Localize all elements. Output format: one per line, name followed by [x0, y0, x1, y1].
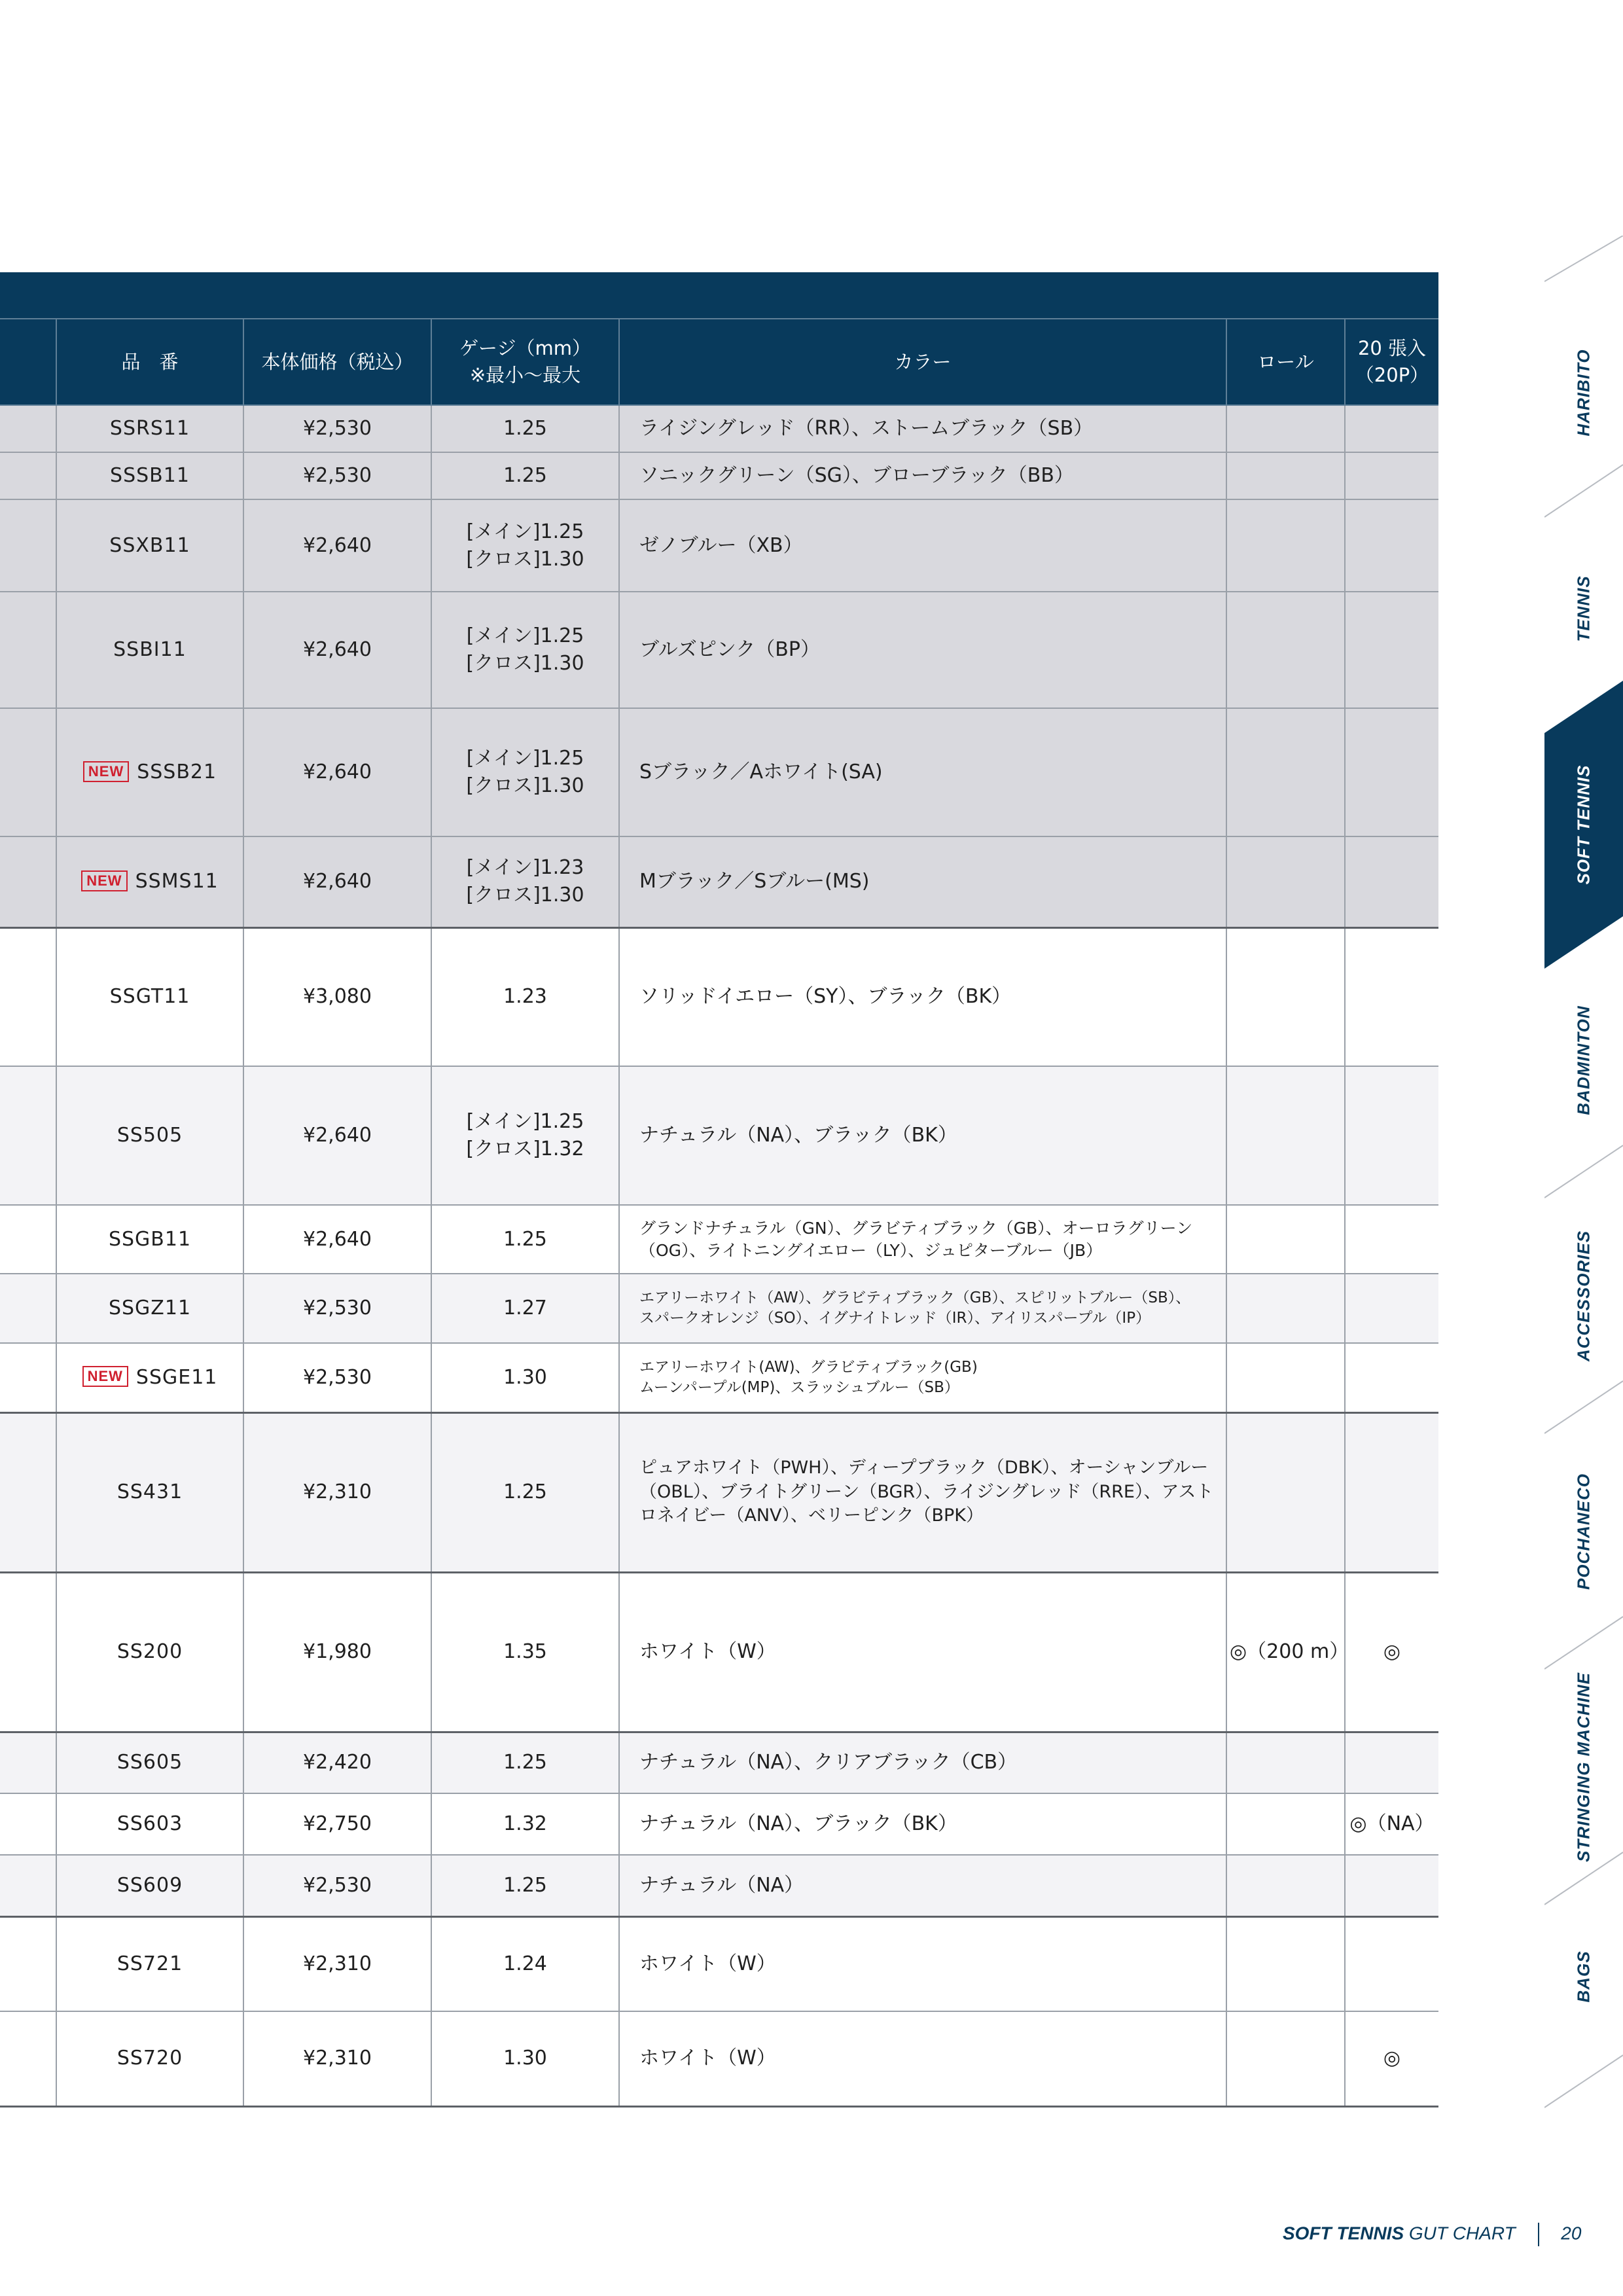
new-badge: NEW — [82, 1366, 128, 1387]
header-roll: ロール — [1226, 319, 1345, 405]
gauge-line1: [メイン]1.25 — [466, 520, 584, 543]
color-line1: ピュアホワイト（PWH）、ディープブラック（DBK）、オーシャンブルー — [639, 1458, 1209, 1479]
table-row — [0, 1793, 1438, 1855]
gauge — [431, 1916, 619, 2011]
color-line1: ホワイト（W） — [639, 1640, 776, 1663]
product-code: SS609 — [56, 1855, 243, 1916]
gauge-line1: 1.30 — [503, 2047, 547, 2070]
tab-haribito-label: HARIBITO — [1573, 349, 1594, 437]
product-code: SSBI11 — [56, 592, 243, 708]
price: ¥2,420 — [243, 1732, 431, 1793]
colors — [619, 708, 1226, 836]
colors — [619, 1916, 1226, 2011]
color-line1: エアリーホワイト(AW)、グラビティブラック(GB) — [639, 1358, 978, 1376]
new-badge: NEW — [81, 870, 127, 891]
price: ¥2,640 — [243, 1205, 431, 1274]
colors — [619, 452, 1226, 499]
header-color: カラー — [619, 319, 1226, 405]
color-line1: ナチュラル（NA）、クリアブラック（CB） — [639, 1751, 1018, 1774]
pack — [1345, 1855, 1438, 1916]
pack — [1345, 1274, 1438, 1343]
color-line1: ライジングレッド（RR）、ストームブラック（SB） — [639, 417, 1094, 440]
roll — [1226, 1732, 1345, 1793]
table-row — [0, 1274, 1438, 1343]
tab-tennis[interactable] — [1544, 491, 1623, 726]
gauge — [431, 1793, 619, 1855]
pack — [1345, 1916, 1438, 2011]
series-cell — [0, 1855, 56, 1916]
gauge-line1: 1.24 — [503, 1952, 547, 1975]
pack — [1345, 405, 1438, 452]
page-number: 20 — [1561, 2223, 1582, 2244]
roll — [1226, 1793, 1345, 1855]
price: ¥2,310 — [243, 1916, 431, 2011]
color-line1: グランドナチュラル（GN）、グラビティブラック（GB）、オーロラグリーン — [639, 1218, 1193, 1238]
table-row — [0, 405, 1438, 452]
pack — [1345, 1205, 1438, 1274]
tab-stringing-machine-label: STRINGING MACHINE — [1573, 1672, 1594, 1862]
colors — [619, 405, 1226, 452]
product-code — [56, 1343, 243, 1412]
tab-stringing-machine[interactable] — [1544, 1649, 1623, 1885]
roll — [1226, 1066, 1345, 1205]
colors — [619, 1412, 1226, 1572]
pack: ◎ — [1345, 1572, 1438, 1732]
pack — [1345, 1066, 1438, 1205]
price: ¥2,530 — [243, 1343, 431, 1412]
roll — [1226, 1274, 1345, 1343]
tab-soft-tennis[interactable] — [1544, 707, 1623, 942]
table-row — [0, 836, 1438, 927]
gauge — [431, 1205, 619, 1274]
footer-divider — [1538, 2223, 1539, 2246]
product-code: SSXB11 — [56, 499, 243, 592]
color-line1: ナチュラル（NA）、ブラック（BK） — [639, 1124, 957, 1147]
colors — [619, 1343, 1226, 1412]
color-line2: スパークオレンジ（SO）、イグナイトレッド（IR）、アイリスパープル（IP） — [639, 1310, 1151, 1327]
colors — [619, 1205, 1226, 1274]
header-gauge — [431, 319, 619, 405]
gauge-line1: 1.25 — [503, 1873, 547, 1897]
color-line1: ホワイト（W） — [639, 1952, 776, 1975]
price: ¥2,530 — [243, 452, 431, 499]
pack — [1345, 1412, 1438, 1572]
gauge — [431, 1572, 619, 1732]
product-code: SS431 — [56, 1412, 243, 1572]
header-code: 品 番 — [56, 319, 243, 405]
header-gauge-line2: ※最小〜最大 — [469, 364, 581, 386]
gauge — [431, 1274, 619, 1343]
pack — [1345, 1343, 1438, 1412]
category-tabs — [1544, 236, 1623, 2121]
roll: ◎（200 m） — [1226, 1572, 1345, 1732]
footer-section: SOFT TENNIS — [1283, 2223, 1404, 2244]
table-row — [0, 1343, 1438, 1412]
product-code: SSRS11 — [56, 405, 243, 452]
tab-pochaneco[interactable] — [1544, 1414, 1623, 1649]
gauge-line1: 1.25 — [503, 464, 547, 487]
header-gauge-line1: ゲージ（mm） — [459, 337, 591, 360]
gauge-line1: [メイン]1.25 — [466, 624, 584, 647]
series-cell — [0, 1274, 56, 1343]
roll — [1226, 1916, 1345, 2011]
gauge-line2: [クロス]1.32 — [466, 1138, 584, 1160]
table-header-row — [0, 319, 1438, 405]
gauge-line2: [クロス]1.30 — [466, 774, 584, 797]
header-price: 本体価格（税込） — [243, 319, 431, 405]
color-line1: ソリッドイエロー（SY）、ブラック（BK） — [639, 985, 1012, 1009]
product-code: SS505 — [56, 1066, 243, 1205]
product-code: SS721 — [56, 1916, 243, 2011]
gauge — [431, 1855, 619, 1916]
price: ¥2,310 — [243, 1412, 431, 1572]
price: ¥2,640 — [243, 708, 431, 836]
pack: ◎ — [1345, 2011, 1438, 2106]
product-code: SSSB11 — [56, 452, 243, 499]
color-line2: （OG）、ライトニングイエロー（LY）、ジュピターブルー（JB） — [639, 1240, 1103, 1260]
product-code: SS605 — [56, 1732, 243, 1793]
product-code: SSGB11 — [56, 1205, 243, 1274]
pack — [1345, 452, 1438, 499]
product-code — [56, 836, 243, 927]
roll — [1226, 1855, 1345, 1916]
product-code: SS720 — [56, 2011, 243, 2106]
price: ¥2,640 — [243, 836, 431, 927]
series-cell — [0, 1205, 56, 1274]
gauge-line2: [クロス]1.30 — [466, 884, 584, 907]
color-line1: ブルズピンク（BP） — [639, 638, 820, 661]
roll — [1226, 836, 1345, 927]
color-line1: Mブラック／Sブルー(MS) — [639, 870, 870, 893]
table-row — [0, 1572, 1438, 1732]
gauge — [431, 452, 619, 499]
tab-accessories-label: ACCESSORIES — [1573, 1230, 1594, 1362]
series-cell — [0, 708, 56, 836]
table-row — [0, 1412, 1438, 1572]
gauge-line1: [メイン]1.25 — [466, 747, 584, 770]
header-pack-line2: （20P） — [1355, 364, 1429, 386]
header-pack — [1345, 319, 1438, 405]
table-row — [0, 1205, 1438, 1274]
series-cell — [0, 405, 56, 452]
table-row — [0, 2011, 1438, 2106]
gauge-line1: 1.32 — [503, 1812, 547, 1835]
page-footer — [1283, 2223, 1581, 2249]
table-row — [0, 1066, 1438, 1205]
gauge-line1: 1.23 — [503, 985, 547, 1009]
pack — [1345, 1732, 1438, 1793]
table-row — [0, 499, 1438, 592]
roll — [1226, 499, 1345, 592]
tab-bags-label: BAGS — [1573, 1950, 1594, 2003]
header-pack-line1: 20 張入 — [1357, 337, 1427, 360]
table-row — [0, 1916, 1438, 2011]
color-line1: ソニックグリーン（SG）、ブローブラック（BB） — [639, 464, 1074, 487]
gauge-line2: [クロス]1.30 — [466, 652, 584, 675]
gauge-line1: 1.25 — [503, 1480, 547, 1503]
color-line2: （OBL）、ブライトグリーン（BGR）、ライジングレッド（RRE）、アスト — [639, 1481, 1214, 1502]
series-cell — [0, 927, 56, 1066]
gauge — [431, 2011, 619, 2106]
tab-pochaneco-label: POCHANECO — [1573, 1473, 1594, 1590]
series-cell — [0, 2011, 56, 2106]
tab-soft-tennis-label: SOFT TENNIS — [1573, 764, 1594, 885]
pack — [1345, 836, 1438, 927]
colors — [619, 836, 1226, 927]
colors — [619, 1274, 1226, 1343]
price: ¥2,530 — [243, 1274, 431, 1343]
series-cell — [0, 1066, 56, 1205]
gauge — [431, 1412, 619, 1572]
series-cell — [0, 1793, 56, 1855]
gauge — [431, 927, 619, 1066]
gut-chart-table — [0, 318, 1438, 2108]
series-cell — [0, 1572, 56, 1732]
roll — [1226, 1205, 1345, 1274]
table-row — [0, 1732, 1438, 1793]
price: ¥1,980 — [243, 1572, 431, 1732]
color-line1: ゼノブルー（XB） — [639, 533, 803, 557]
table-row — [0, 708, 1438, 836]
tab-badminton[interactable] — [1544, 942, 1623, 1178]
gauge-line1: 1.35 — [503, 1640, 547, 1663]
product-code — [56, 708, 243, 836]
product-code: SS603 — [56, 1793, 243, 1855]
price: ¥2,640 — [243, 592, 431, 708]
color-line1: ホワイト（W） — [639, 2047, 776, 2070]
pack — [1345, 927, 1438, 1066]
colors — [619, 927, 1226, 1066]
roll — [1226, 708, 1345, 836]
table-row — [0, 1855, 1438, 1916]
roll — [1226, 452, 1345, 499]
colors — [619, 2011, 1226, 2106]
pack — [1345, 708, 1438, 836]
series-cell — [0, 836, 56, 927]
gauge-line1: 1.25 — [503, 1227, 547, 1251]
table-row — [0, 452, 1438, 499]
pack: ◎（NA） — [1345, 1793, 1438, 1855]
gauge-line2: [クロス]1.30 — [466, 547, 584, 571]
colors — [619, 592, 1226, 708]
roll — [1226, 1343, 1345, 1412]
product-code-text: SSMS11 — [135, 870, 219, 893]
product-code-text: SSSB21 — [137, 761, 217, 783]
product-code-text: SSGE11 — [135, 1365, 218, 1389]
color-line2: ムーンパープル(MP)、スラッシュブルー（SB） — [639, 1378, 959, 1396]
series-cell — [0, 1732, 56, 1793]
tab-badminton-label: BADMINTON — [1573, 1005, 1594, 1115]
color-line1: ナチュラル（NA） — [639, 1873, 804, 1897]
price: ¥2,640 — [243, 1066, 431, 1205]
tab-bags[interactable] — [1544, 1859, 1623, 2094]
pack — [1345, 592, 1438, 708]
pack — [1345, 499, 1438, 592]
gauge-line1: 1.27 — [503, 1297, 547, 1319]
footer-chart: GUT CHART — [1408, 2223, 1516, 2244]
colors — [619, 499, 1226, 592]
gauge-line1: 1.25 — [503, 1751, 547, 1774]
color-line1: エアリーホワイト（AW）、グラビティブラック（GB）、スピリットブルー（SB）、 — [639, 1289, 1191, 1306]
price: ¥2,640 — [243, 499, 431, 592]
colors — [619, 1793, 1226, 1855]
colors — [619, 1066, 1226, 1205]
gauge — [431, 1343, 619, 1412]
gauge — [431, 405, 619, 452]
product-code: SSGT11 — [56, 927, 243, 1066]
product-code: SSGZ11 — [56, 1274, 243, 1343]
roll — [1226, 1412, 1345, 1572]
color-line1: ナチュラル（NA）、ブラック（BK） — [639, 1812, 957, 1835]
price: ¥2,310 — [243, 2011, 431, 2106]
roll — [1226, 405, 1345, 452]
gauge — [431, 1066, 619, 1205]
colors — [619, 1855, 1226, 1916]
tab-haribito[interactable] — [1544, 275, 1623, 511]
series-cell — [0, 1916, 56, 2011]
new-badge: NEW — [83, 761, 129, 782]
price: ¥2,750 — [243, 1793, 431, 1855]
gauge — [431, 708, 619, 836]
table-row — [0, 592, 1438, 708]
product-code: SS200 — [56, 1572, 243, 1732]
roll — [1226, 927, 1345, 1066]
color-line3: ロネイビー（ANV）、ベリーピンク（BPK） — [639, 1505, 984, 1526]
gauge — [431, 592, 619, 708]
gauge-line1: 1.30 — [503, 1365, 547, 1389]
series-cell — [0, 452, 56, 499]
series-cell — [0, 1343, 56, 1412]
tab-tennis-label: TENNIS — [1573, 575, 1594, 642]
color-line1: Sブラック／Aホワイト(SA) — [639, 761, 883, 783]
header-series-cell — [0, 319, 56, 405]
price: ¥3,080 — [243, 927, 431, 1066]
gauge-line1: 1.25 — [503, 417, 547, 440]
roll — [1226, 2011, 1345, 2106]
gauge — [431, 499, 619, 592]
series-cell — [0, 1412, 56, 1572]
gauge — [431, 836, 619, 927]
header-band — [0, 272, 1438, 318]
colors — [619, 1732, 1226, 1793]
series-cell — [0, 499, 56, 592]
gauge-line1: [メイン]1.25 — [466, 1110, 584, 1133]
table-row — [0, 927, 1438, 1066]
gauge-line1: [メイン]1.23 — [466, 856, 584, 880]
roll — [1226, 592, 1345, 708]
price: ¥2,530 — [243, 1855, 431, 1916]
gauge — [431, 1732, 619, 1793]
price: ¥2,530 — [243, 405, 431, 452]
tab-accessories[interactable] — [1544, 1178, 1623, 1414]
series-cell — [0, 592, 56, 708]
colors — [619, 1572, 1226, 1732]
